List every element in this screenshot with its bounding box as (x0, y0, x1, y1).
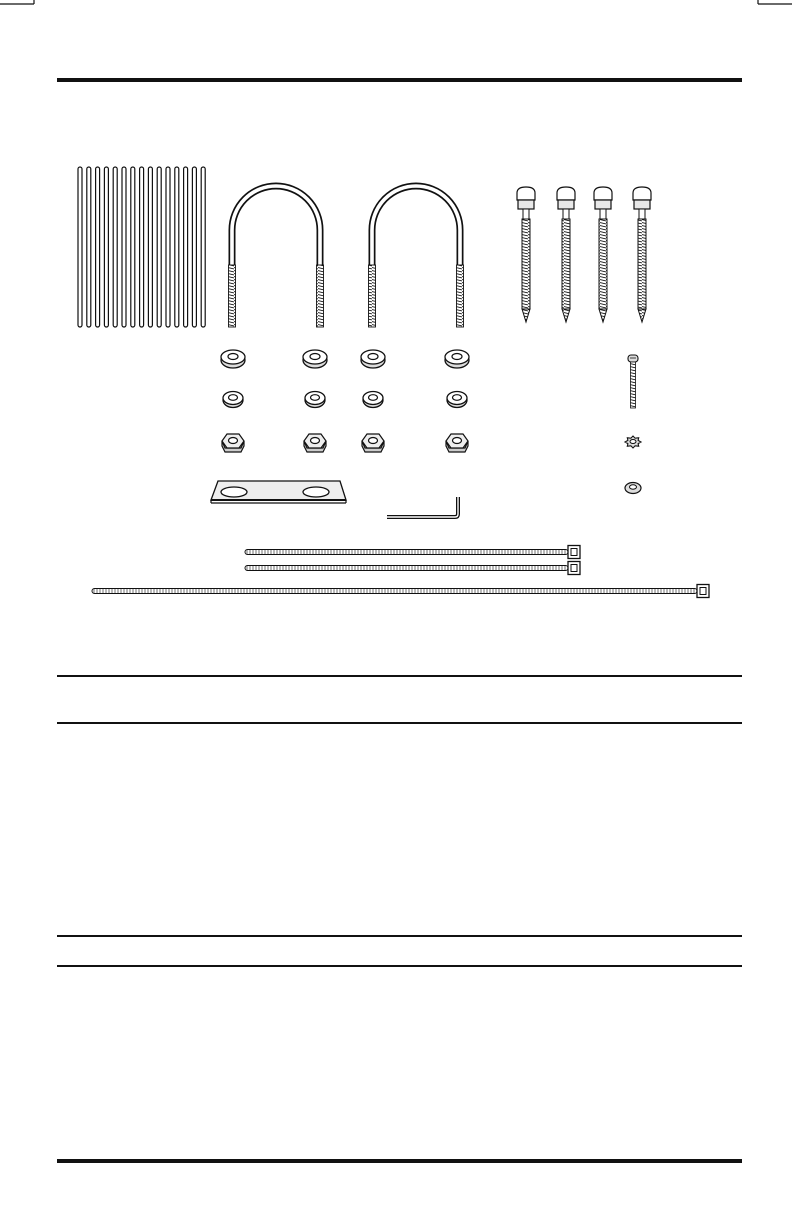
hex-nut (446, 434, 468, 452)
section-rule (57, 722, 742, 724)
hex-nut (362, 434, 384, 452)
u-bolt (369, 186, 464, 327)
star-washer (625, 436, 641, 448)
lock-washer (447, 392, 467, 408)
rod (140, 167, 144, 327)
lock-washer (305, 392, 325, 408)
washers-and-nuts-group (221, 350, 469, 452)
flat-washer (221, 350, 245, 368)
rod (104, 167, 108, 327)
hex-nut (304, 434, 326, 452)
rod (122, 167, 126, 327)
rod (157, 167, 161, 327)
lock-washer (223, 392, 243, 408)
cable-tie (245, 546, 580, 559)
flat-washer (445, 350, 469, 368)
rod (131, 167, 135, 327)
hardware-kit-illustration (60, 150, 740, 610)
cable-ties-group (92, 546, 709, 598)
flat-washer (303, 350, 327, 368)
rod (166, 167, 170, 327)
rod (192, 167, 196, 327)
header-rule (57, 78, 742, 82)
cable-tie (92, 585, 709, 598)
rod (113, 167, 117, 327)
rod (78, 167, 82, 327)
lag-screw (557, 187, 575, 322)
cable-tie (245, 562, 580, 575)
section-rule (57, 675, 742, 677)
section-rule (57, 965, 742, 967)
rod (96, 167, 100, 327)
hex-key (387, 497, 458, 517)
lag-screw (633, 187, 651, 322)
machine-screw (628, 355, 638, 408)
lag-screw (594, 187, 612, 322)
lag-screw (517, 187, 535, 322)
rod (87, 167, 91, 327)
hex-nut (222, 434, 244, 452)
rod (201, 167, 205, 327)
small-nut (625, 483, 641, 494)
lag-screws-group (517, 187, 651, 322)
section-rule (57, 935, 742, 937)
rod (148, 167, 152, 327)
bracket-plate (211, 481, 346, 503)
crop-marks (0, 0, 792, 40)
lock-washer (363, 392, 383, 408)
flat-washer (361, 350, 385, 368)
footer-rule (57, 1159, 742, 1163)
rod (184, 167, 188, 327)
rods-group (78, 167, 205, 327)
u-bolt (229, 186, 324, 327)
rod (175, 167, 179, 327)
